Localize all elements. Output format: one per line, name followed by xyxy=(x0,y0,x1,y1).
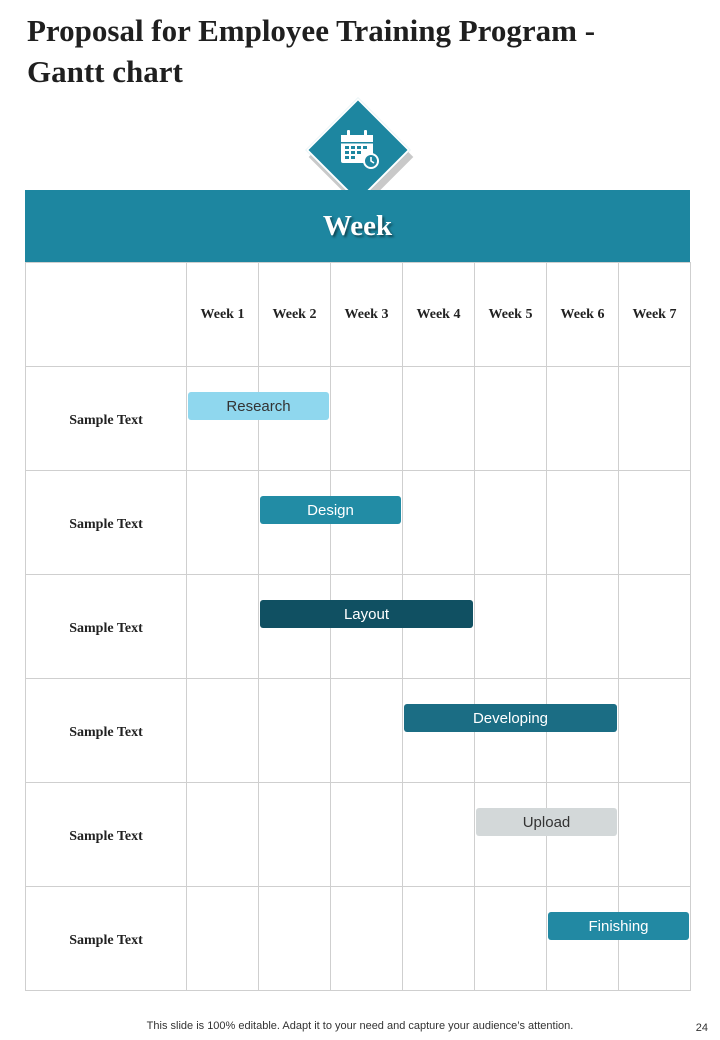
grid-cell xyxy=(619,887,691,991)
grid-cell xyxy=(331,679,403,783)
grid-cell xyxy=(619,783,691,887)
page-title: Proposal for Employee Training Program - Gantt chart xyxy=(27,13,596,89)
calendar-badge xyxy=(304,96,412,204)
grid-cell xyxy=(619,471,691,575)
grid-cell xyxy=(475,367,547,471)
grid-cell xyxy=(259,367,331,471)
grid-cell xyxy=(331,367,403,471)
week-col-header: Week 2 xyxy=(259,263,331,367)
row-label: Sample Text xyxy=(26,783,187,887)
week-header-row xyxy=(26,263,691,367)
grid-cell xyxy=(619,575,691,679)
grid-cell xyxy=(547,679,619,783)
grid-cell xyxy=(331,783,403,887)
grid-cell xyxy=(259,471,331,575)
grid-cell xyxy=(475,783,547,887)
grid-cell xyxy=(403,575,475,679)
row-label: Sample Text xyxy=(26,575,187,679)
corner-cell xyxy=(26,263,187,367)
grid-cell xyxy=(547,783,619,887)
grid-cell xyxy=(475,471,547,575)
week-col-header: Week 3 xyxy=(331,263,403,367)
grid-cell xyxy=(547,367,619,471)
grid-cell xyxy=(619,679,691,783)
gantt-bar-research: Research xyxy=(188,392,329,420)
grid-cell xyxy=(619,367,691,471)
grid-cell xyxy=(547,575,619,679)
grid-cell xyxy=(331,471,403,575)
footer-note: This slide is 100% editable. Adapt it to your need and capture your audience’s attention. xyxy=(146,1020,574,1032)
table-row xyxy=(26,471,691,575)
grid-cell xyxy=(475,575,547,679)
grid-cell xyxy=(259,575,331,679)
grid-cell xyxy=(403,887,475,991)
week-header-band xyxy=(25,190,690,262)
grid-cell xyxy=(403,471,475,575)
row-label: Sample Text xyxy=(26,367,187,471)
table-row xyxy=(26,679,691,783)
grid-cell xyxy=(403,783,475,887)
table-row xyxy=(26,575,691,679)
gantt-bar-developing: Developing xyxy=(404,704,617,732)
grid-cell xyxy=(475,887,547,991)
grid-cell xyxy=(187,679,259,783)
row-label: Sample Text xyxy=(26,887,187,991)
grid-cell xyxy=(403,679,475,783)
grid-cell xyxy=(187,783,259,887)
grid-cell xyxy=(259,783,331,887)
grid-cell xyxy=(331,887,403,991)
grid-cell xyxy=(187,575,259,679)
gantt-bar-finishing: Finishing xyxy=(548,912,689,940)
table-row xyxy=(26,783,691,887)
table-row xyxy=(26,367,691,471)
gantt-table xyxy=(25,262,691,991)
grid-cell xyxy=(403,367,475,471)
calendar-icon xyxy=(337,127,381,171)
grid-cell xyxy=(187,471,259,575)
week-col-header: Week 6 xyxy=(547,263,619,367)
week-col-header: Week 1 xyxy=(187,263,259,367)
grid-cell xyxy=(547,887,619,991)
grid-cell xyxy=(475,679,547,783)
grid-cell xyxy=(259,887,331,991)
grid-cell xyxy=(187,367,259,471)
week-col-header: Week 4 xyxy=(403,263,475,367)
gantt-bar-layout: Layout xyxy=(260,600,473,628)
week-col-header: Week 5 xyxy=(475,263,547,367)
week-col-header: Week 7 xyxy=(619,263,691,367)
row-label: Sample Text xyxy=(26,679,187,783)
gantt-bar-design: Design xyxy=(260,496,401,524)
gantt-bar-upload: Upload xyxy=(476,808,617,836)
grid-cell xyxy=(331,575,403,679)
row-label: Sample Text xyxy=(26,471,187,575)
grid-cell xyxy=(259,679,331,783)
table-row xyxy=(26,887,691,991)
page-number: 24 xyxy=(695,1022,708,1034)
grid-cell xyxy=(187,887,259,991)
grid-cell xyxy=(547,471,619,575)
week-header-label: Week xyxy=(322,209,393,242)
